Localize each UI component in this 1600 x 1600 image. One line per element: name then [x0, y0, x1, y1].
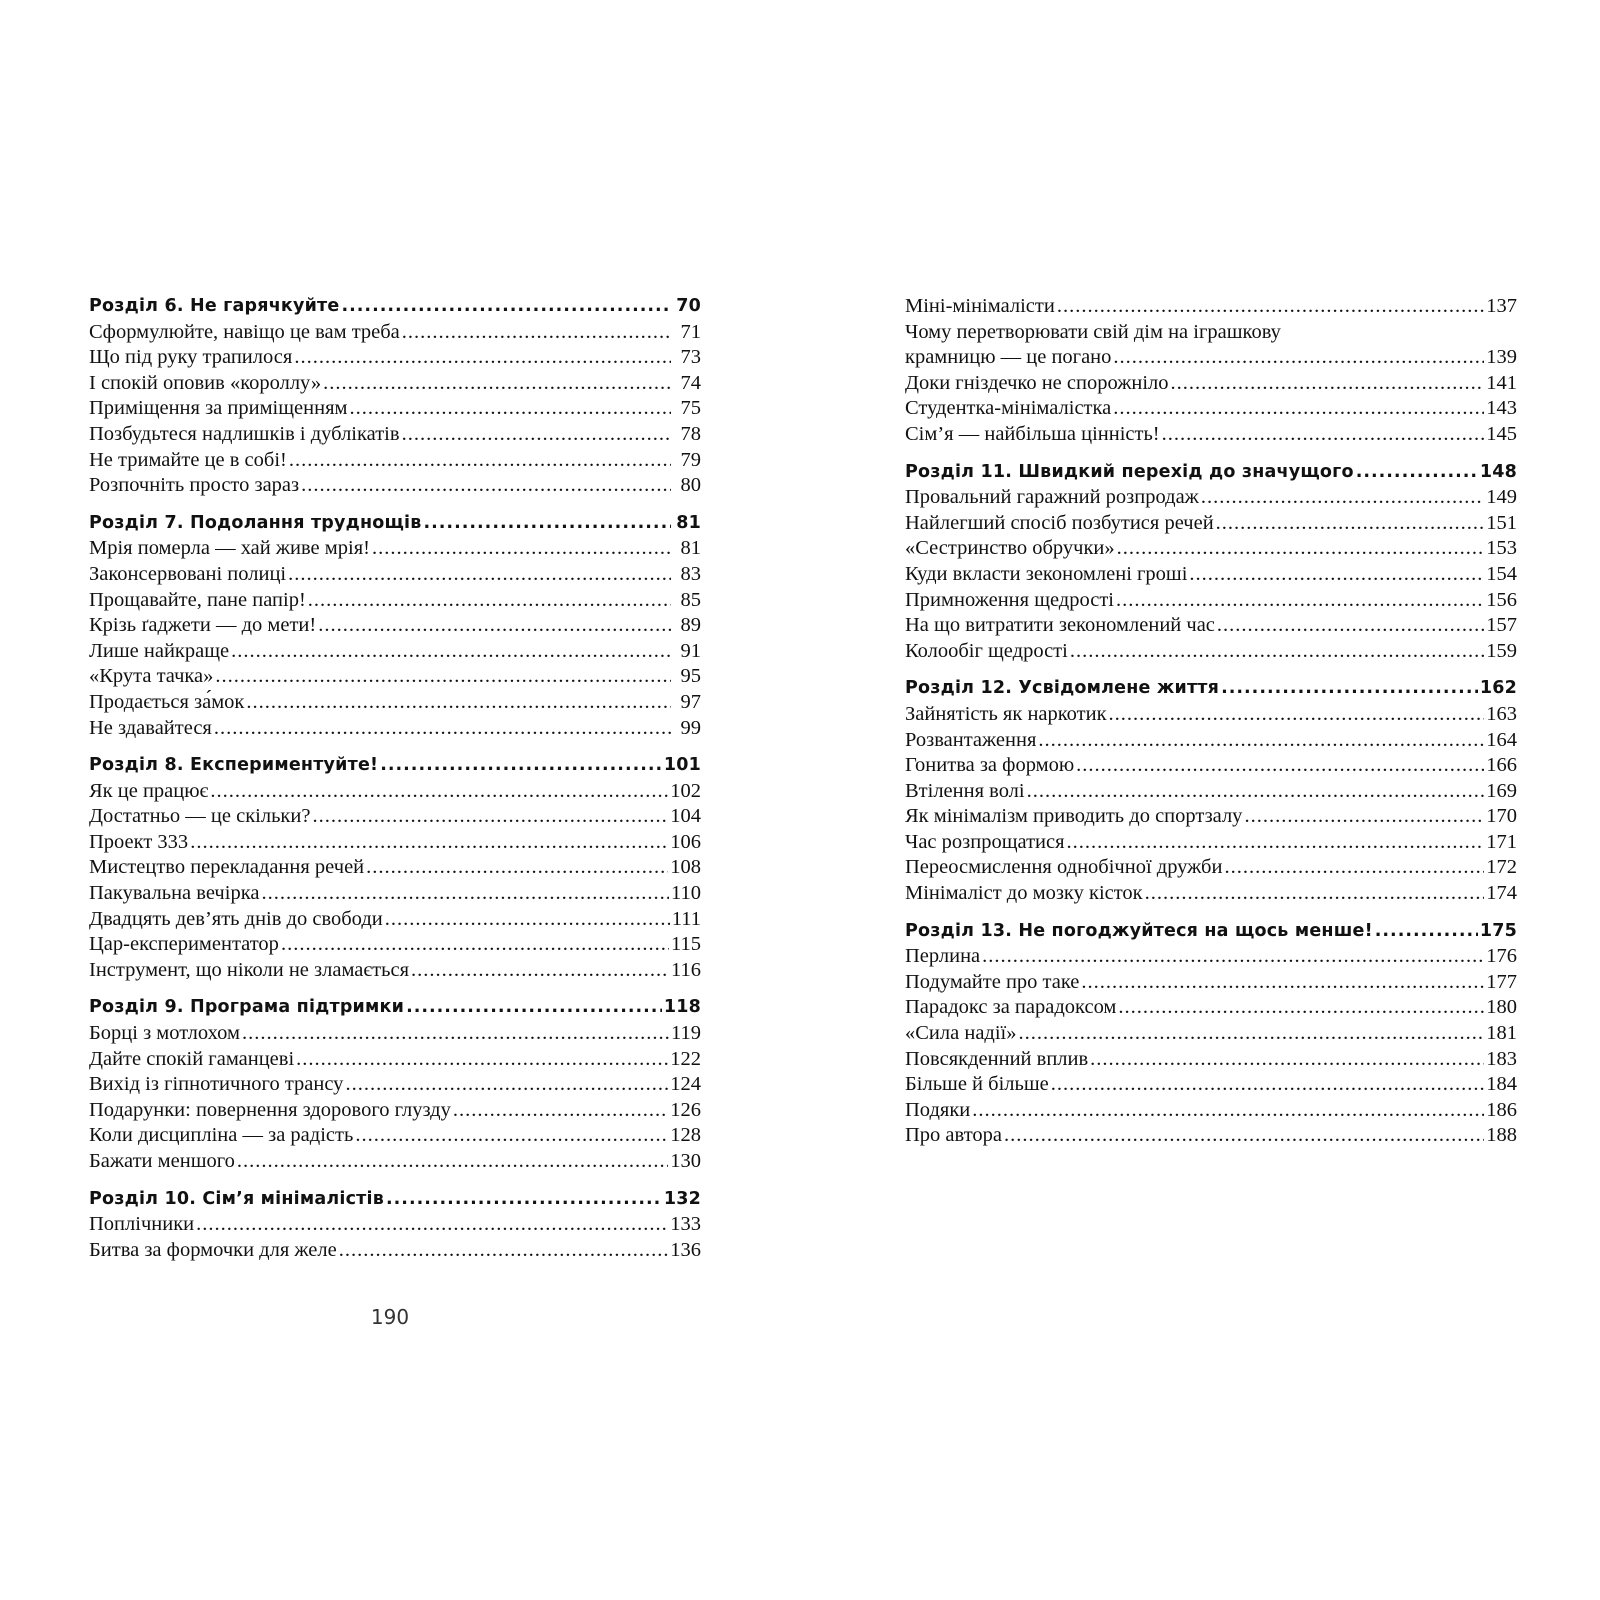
toc-entry-title: Крізь ґаджети — до мети!	[89, 614, 317, 637]
leader-dots	[1171, 371, 1485, 397]
toc-entry	[905, 588, 1517, 614]
toc-entry-page: 133	[670, 1213, 701, 1236]
toc-entry-title: крамницю — це погано	[905, 346, 1112, 369]
toc-entry	[89, 1047, 701, 1073]
toc-chapter-heading-title: Розділ 10. Сім’я мінімалістів	[89, 1188, 384, 1209]
toc-entry-page: 78	[680, 422, 701, 445]
toc-entry-title: Більше й більше	[905, 1073, 1049, 1096]
leader-dots	[1224, 855, 1484, 881]
leader-dots	[1117, 536, 1485, 562]
toc-entry	[89, 1238, 701, 1264]
toc-entry-page: 97	[680, 690, 701, 713]
toc-chapter-heading	[89, 511, 701, 537]
toc-entry	[89, 639, 701, 665]
toc-entry	[89, 588, 701, 614]
toc-entry	[905, 639, 1517, 665]
toc-entry-title: Гонитва за формою	[905, 754, 1075, 777]
leader-dots	[318, 613, 671, 639]
toc-chapter-heading	[905, 919, 1517, 945]
toc-entry-title: Дайте спокій гаманцеві	[89, 1047, 295, 1070]
toc-chapter-heading-page: 132	[663, 1188, 701, 1209]
toc-entry-title: Бажати меншого	[89, 1150, 235, 1172]
toc-entry-page: 119	[671, 1022, 701, 1045]
toc-entry-title: Доки гніздечко не спорожніло	[905, 371, 1169, 394]
toc-entry-page: 83	[680, 562, 701, 585]
toc-chapter-heading-title: Розділ 9. Програма підтримки	[89, 997, 405, 1018]
toc-entry-page: 172	[1486, 856, 1517, 879]
toc-entry	[89, 536, 701, 562]
toc-chapter-heading	[89, 1187, 701, 1213]
leader-dots	[1090, 1047, 1484, 1073]
toc-entry-page: 180	[1486, 996, 1517, 1019]
toc-entry-title: Найлегший спосіб позбутися речей	[905, 511, 1214, 534]
toc-entry	[89, 473, 701, 499]
toc-entry-page: 85	[680, 588, 701, 611]
toc-chapter-heading	[905, 676, 1517, 702]
leader-dots	[1145, 881, 1485, 907]
leader-dots	[982, 944, 1484, 970]
leader-dots	[1027, 779, 1485, 805]
leader-dots	[386, 1187, 662, 1213]
toc-entry-page: 104	[670, 805, 701, 828]
toc-entry	[89, 830, 701, 856]
toc-entry	[905, 536, 1517, 562]
toc-entry-page: 137	[1486, 295, 1517, 317]
toc-entry-page: 116	[671, 958, 701, 981]
toc-entry-title: «Сила надії»	[905, 1022, 1017, 1045]
leader-dots	[196, 1212, 668, 1238]
toc-entry-page: 74	[680, 371, 701, 394]
toc-chapter-heading-title: Розділ 12. Усвідомлене життя	[905, 678, 1220, 699]
leader-dots	[296, 1047, 668, 1073]
toc-entry-title: Про автора	[905, 1124, 1002, 1147]
toc-entry	[905, 485, 1517, 511]
leader-dots	[1019, 1021, 1485, 1047]
toc-right-column	[905, 294, 1517, 1161]
leader-dots	[261, 881, 669, 907]
toc-entry-page: 145	[1486, 422, 1517, 445]
toc-entry-page: 143	[1486, 397, 1517, 420]
toc-entry-page: 71	[680, 320, 701, 343]
toc-entry-title: Законсервовані полиці	[89, 562, 287, 585]
toc-entry-title: Переосмислення однобічної дружби	[905, 856, 1223, 879]
toc-entry	[905, 1123, 1517, 1149]
toc-section	[89, 995, 701, 1174]
toc-entry-title: Втілення волі	[905, 779, 1025, 802]
leader-dots	[380, 753, 662, 779]
toc-entry-title: Лише найкраще	[89, 639, 230, 662]
leader-dots	[349, 396, 671, 422]
toc-entry-title: Куди вкласти зекономлені гроші	[905, 562, 1188, 585]
toc-chapter-heading-title: Розділ 6. Не гарячкуйте	[89, 296, 340, 316]
toc-entry-title-line1: Чому перетворювати свій дім на іграшкову	[905, 320, 1281, 343]
toc-chapter-heading-title: Розділ 8. Експериментуйте!	[89, 755, 379, 776]
toc-entry-title: Продається за́мок	[89, 690, 245, 713]
toc-entry-page: 95	[680, 665, 701, 688]
toc-entry-title: Мрія померла — хай живе мрія!	[89, 537, 370, 560]
toc-entry	[905, 728, 1517, 754]
toc-entry-title: Парадокс за парадоксом	[905, 996, 1117, 1019]
toc-entry-page: 164	[1486, 728, 1517, 751]
toc-chapter-heading-page: 101	[663, 755, 701, 776]
leader-dots	[231, 639, 671, 665]
leader-dots	[190, 830, 668, 856]
toc-entry	[89, 958, 701, 984]
leader-dots	[366, 855, 668, 881]
toc-entry-title: Подарунки: повернення здорового глузду	[89, 1098, 451, 1121]
toc-entry-page: 154	[1486, 562, 1517, 585]
toc-entry-page: 151	[1486, 511, 1517, 534]
toc-entry	[905, 1098, 1517, 1124]
toc-left-column	[89, 294, 701, 1275]
toc-entry-page: 169	[1486, 779, 1517, 802]
toc-chapter-heading-title: Розділ 11. Швидкий перехід до значущого	[905, 461, 1354, 482]
toc-entry	[905, 422, 1517, 448]
toc-entry-page: 176	[1486, 945, 1517, 968]
toc-entry-title: Що під руку трапилося	[89, 346, 293, 369]
toc-entry-title: Пакувальна вечірка	[89, 882, 260, 905]
toc-entry	[89, 1072, 701, 1098]
toc-entry-page: 122	[670, 1047, 701, 1070]
toc-entry	[905, 944, 1517, 970]
toc-entry	[905, 345, 1517, 371]
leader-dots	[339, 1238, 669, 1264]
toc-entry-title: На що витратити зекономлений час	[905, 614, 1215, 637]
leader-dots	[1356, 460, 1478, 486]
leader-dots	[411, 958, 669, 984]
toc-entry	[89, 804, 701, 830]
toc-entry-title: Вихід із гіпнотичного трансу	[89, 1073, 344, 1096]
toc-entry-title: Мінімаліст до мозку кісток	[905, 882, 1143, 905]
leader-dots	[1221, 676, 1478, 702]
toc-entry-page: 141	[1486, 371, 1517, 394]
toc-entry	[89, 562, 701, 588]
toc-entry	[89, 1098, 701, 1124]
leader-dots	[237, 1149, 668, 1175]
leader-dots	[214, 716, 671, 742]
leader-dots	[1004, 1123, 1484, 1149]
toc-entry-page: 171	[1486, 830, 1517, 853]
toc-section	[89, 511, 701, 741]
toc-entry-title: Приміщення за приміщенням	[89, 397, 348, 420]
toc-entry	[905, 1021, 1517, 1047]
toc-entry-title: Розвантаження	[905, 728, 1037, 751]
toc-entry	[905, 613, 1517, 639]
toc-entry-title: Студентка-мінімалістка	[905, 397, 1112, 420]
leader-dots	[210, 779, 668, 805]
toc-chapter-heading-title: Розділ 7. Подолання труднощів	[89, 512, 422, 533]
toc-entry	[905, 881, 1517, 907]
toc-section	[89, 1187, 701, 1264]
toc-entry-page: 115	[671, 933, 701, 956]
toc-entry-page: 184	[1486, 1073, 1517, 1096]
toc-chapter-heading	[89, 753, 701, 779]
toc-entry-title: Примноження щедрості	[905, 588, 1115, 611]
toc-entry-title: Борці з мотлохом	[89, 1022, 240, 1045]
toc-entry-page: 170	[1486, 805, 1517, 828]
toc-entry-page: 124	[670, 1073, 701, 1096]
leader-dots	[1189, 562, 1484, 588]
leader-dots	[323, 371, 671, 397]
toc-entry-page: 157	[1486, 614, 1517, 637]
toc-entry	[89, 932, 701, 958]
toc-entry-page: 188	[1486, 1124, 1517, 1147]
toc-entry	[89, 345, 701, 371]
toc-entry-title: Битва за формочки для желе	[89, 1238, 337, 1261]
toc-entry-title: Повсякденний вплив	[905, 1047, 1089, 1070]
leader-dots	[1067, 830, 1485, 856]
toc-entry-page: 156	[1486, 588, 1517, 611]
toc-entry-title: Розпочніть просто зараз	[89, 474, 300, 497]
toc-section	[89, 294, 701, 499]
toc-entry-title: І спокій оповив «короллу»	[89, 371, 322, 394]
leader-dots	[1201, 485, 1484, 511]
page-number-text: 190	[370, 1305, 410, 1329]
toc-entry-title: Сім’я — найбільша цінність!	[905, 422, 1160, 445]
leader-dots	[1076, 753, 1484, 779]
toc-entry	[89, 1123, 701, 1149]
leader-dots	[1070, 639, 1484, 665]
leader-dots	[1113, 345, 1484, 371]
toc-entry	[89, 422, 701, 448]
toc-entry-title: Проект 333	[89, 830, 189, 853]
toc-entry-page: 130	[670, 1150, 701, 1172]
toc-entry-page: 159	[1486, 639, 1517, 662]
page-number	[0, 1305, 800, 1329]
toc-entry-title: Міні-мінімалісти	[905, 295, 1055, 317]
toc-entry-title: Сформулюйте, навіщо це вам треба	[89, 320, 400, 343]
toc-section	[905, 919, 1517, 1149]
toc-entry-title: Двадцять дев’ять днів до свободи	[89, 907, 383, 930]
toc-entry-page: 177	[1486, 970, 1517, 993]
toc-entry-title: Позбудьтеся надлишків і дублікатів	[89, 422, 400, 445]
toc-entry-page: 102	[670, 779, 701, 802]
toc-entry-title: Не здавайтеся	[89, 716, 212, 739]
leader-dots	[1057, 294, 1484, 320]
toc-entry	[905, 970, 1517, 996]
toc-chapter-heading-page: 148	[1479, 461, 1517, 482]
leader-dots	[1109, 702, 1485, 728]
toc-entry-title: Прощавайте, пане папір!	[89, 588, 306, 611]
toc-entry-title: Мистецтво перекладання речей	[89, 856, 365, 879]
leader-dots	[246, 690, 671, 716]
toc-entry	[89, 371, 701, 397]
toc-entry	[89, 779, 701, 805]
toc-entry	[905, 396, 1517, 422]
toc-section	[89, 753, 701, 983]
leader-dots	[406, 995, 662, 1021]
leader-dots	[402, 422, 671, 448]
leader-dots	[1113, 396, 1484, 422]
leader-dots	[341, 294, 671, 320]
toc-entry	[89, 716, 701, 742]
toc-entry-page: 126	[670, 1098, 701, 1121]
toc-entry-page: 163	[1486, 702, 1517, 725]
leader-dots	[1118, 995, 1484, 1021]
leader-dots	[289, 448, 671, 474]
toc-entry-page: 89	[680, 614, 701, 637]
leader-dots	[215, 664, 671, 690]
toc-chapter-heading	[905, 460, 1517, 486]
leader-dots	[301, 473, 671, 499]
toc-entry-title: Інструмент, що ніколи не зламається	[89, 958, 410, 981]
leader-dots	[1244, 804, 1484, 830]
toc-entry-page: 99	[680, 716, 701, 739]
toc-chapter-heading-page: 70	[676, 296, 701, 316]
toc-entry	[89, 690, 701, 716]
toc-entry-page: 183	[1486, 1047, 1517, 1070]
toc-entry	[905, 702, 1517, 728]
leader-dots	[1051, 1072, 1485, 1098]
toc-entry	[89, 664, 701, 690]
toc-entry	[89, 907, 701, 933]
toc-entry-title: Як це працює	[89, 779, 209, 802]
toc-entry	[89, 320, 701, 346]
toc-entry-title: Поплічники	[89, 1213, 195, 1236]
leader-dots	[972, 1098, 1484, 1124]
leader-dots	[1162, 422, 1485, 448]
toc-entry-title: Цар-експериментатор	[89, 933, 279, 956]
toc-entry	[905, 855, 1517, 881]
toc-entry	[905, 804, 1517, 830]
toc-entry	[905, 779, 1517, 805]
toc-chapter-heading-title: Розділ 13. Не погоджуйтеся на щось менше!	[905, 920, 1373, 941]
toc-entry-title: Достатньо — це скільки?	[89, 805, 311, 828]
toc-entry-page: 91	[680, 639, 701, 662]
leader-dots	[312, 804, 668, 830]
leader-dots	[294, 345, 671, 371]
toc-entry-page: 139	[1486, 346, 1517, 369]
toc-section	[905, 294, 1517, 448]
toc-entry	[905, 753, 1517, 779]
toc-entry	[89, 1212, 701, 1238]
leader-dots	[385, 907, 670, 933]
toc-entry-title: Перлина	[905, 945, 981, 968]
toc-entry	[905, 1072, 1517, 1098]
leader-dots	[281, 932, 669, 958]
toc-entry-title: Коли дисципліна — за радість	[89, 1124, 354, 1147]
toc-entry	[89, 613, 701, 639]
leader-dots	[1081, 970, 1484, 996]
toc-entry-page: 81	[680, 537, 701, 560]
toc-entry-title: Подяки	[905, 1098, 971, 1121]
toc-entry-page: 111	[671, 907, 701, 930]
toc-entry-page: 186	[1486, 1098, 1517, 1121]
leader-dots	[372, 536, 671, 562]
leader-dots	[1217, 613, 1484, 639]
toc-entry-page: 136	[670, 1238, 701, 1261]
toc-entry	[89, 1149, 701, 1175]
toc-section	[905, 460, 1517, 665]
leader-dots	[355, 1123, 668, 1149]
toc-entry	[89, 1021, 701, 1047]
toc-entry	[89, 881, 701, 907]
leader-dots	[1375, 919, 1478, 945]
toc-chapter-heading-page: 175	[1479, 920, 1517, 941]
toc-entry-page: 79	[680, 448, 701, 471]
toc-entry-page: 181	[1486, 1022, 1517, 1045]
leader-dots	[1038, 728, 1484, 754]
toc-entry-page: 108	[670, 856, 701, 879]
toc-entry	[905, 995, 1517, 1021]
toc-entry	[89, 855, 701, 881]
toc-entry-page: 73	[680, 346, 701, 369]
toc-entry-page: 149	[1486, 486, 1517, 509]
toc-entry	[905, 294, 1517, 320]
toc-entry-page: 174	[1486, 882, 1517, 905]
toc-entry-page: 153	[1486, 537, 1517, 560]
leader-dots	[242, 1021, 669, 1047]
toc-entry-page: 128	[670, 1124, 701, 1147]
toc-section	[905, 676, 1517, 906]
toc-entry	[905, 511, 1517, 537]
toc-entry	[89, 396, 701, 422]
leader-dots	[1116, 588, 1484, 614]
leader-dots	[1216, 511, 1485, 537]
toc-entry-title: «Крута тачка»	[89, 665, 214, 688]
leader-dots	[453, 1098, 668, 1124]
toc-chapter-heading	[89, 294, 701, 320]
toc-entry	[905, 1047, 1517, 1073]
toc-chapter-heading-page: 81	[676, 512, 701, 533]
leader-dots	[402, 320, 671, 346]
toc-entry-title: Провальний гаражний розпродаж	[905, 486, 1199, 509]
toc-entry-title: Як мінімалізм приводить до спортзалу	[905, 805, 1243, 828]
toc-entry-page: 106	[670, 830, 701, 853]
leader-dots	[345, 1072, 668, 1098]
toc-entry-title: Зайнятість як наркотик	[905, 702, 1107, 725]
toc-entry	[905, 562, 1517, 588]
leader-dots	[288, 562, 671, 588]
toc-entry-title: Не тримайте це в собі!	[89, 448, 287, 471]
toc-entry	[89, 448, 701, 474]
toc-entry	[905, 830, 1517, 856]
toc-entry-title: Колообіг щедрості	[905, 639, 1068, 662]
toc-chapter-heading-page: 118	[663, 997, 701, 1018]
toc-chapter-heading-page: 162	[1479, 678, 1517, 699]
toc-entry-page: 80	[680, 474, 701, 497]
toc-entry-page: 75	[680, 397, 701, 420]
toc-entry-page: 166	[1486, 754, 1517, 777]
toc-entry-page: 110	[671, 882, 701, 905]
toc-entry-title: «Сестринство обручки»	[905, 537, 1115, 560]
toc-entry-title: Час розпрощатися	[905, 830, 1065, 853]
leader-dots	[423, 511, 671, 537]
leader-dots	[308, 588, 671, 614]
toc-chapter-heading	[89, 995, 701, 1021]
toc-entry	[905, 371, 1517, 397]
toc-entry-title: Подумайте про таке	[905, 970, 1080, 993]
